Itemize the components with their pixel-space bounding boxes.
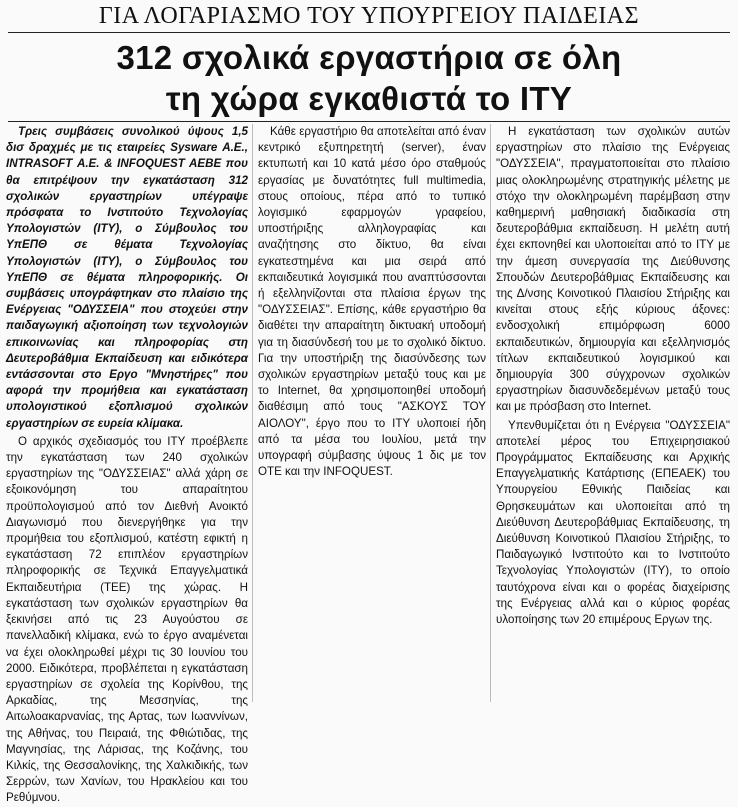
article-paragraph-3: Η εγκατάσταση των σχολικών αυτών εργαστηρίων στο πλαίσιο της Ενέργειας "ΟΔΥΣΣΕΙΑ", πραγματοποιείται στο πλαίσιο μιας ολοκληρωμένης στρατηγικής μέλετης με στόχο την ολοκληρωμένη παρέμβαση στην καθημερινή μαθησιακή διαδικασία στη δευτεροβάθμια εκπαίδευση. Η μελέτη αυτή έχει εκπονηθεί και υλοποιείται από το ΙΤΥ με την άμεση συνεργασία της Διεύθυνσης Σπουδών Δευτεροβάθμιας Εκπαίδευσης και της Δ/νσης Κοινοτικού Πλαισίου Στήριξης και κινείται στους εξής κύριους άξονες: ενδοσχολική επιμόρφωση 6000 εκπαιδευτικών, δημιουργία και εξελληνισμός τίτλων εκπαιδευτικού λογισμικού και δημιουργία 300 σύγχρονων σχολικών εργαστηρίων διασυνδεδεμένων μεταξύ τους και με πρόσβαση στο Internet. bbox=[496, 125, 730, 414]
article-paragraph-1: Ο αρχικός σχεδιασμός του ΙΤΥ προέβλεπε την εγκατάσταση των 240 σχολικών εργαστηρίων της "ΟΔΥΣΣΕΙΑΣ" αλλά χάρη σε εξοικονόμηση του απαραίτητου προϋπολογισμού από τον Διεθνή Ανοικτό Διαγωνισμό που διενεργήθηκε για την προμήθεια του εξοπλισμού, κατέστη εφικτή η εγκατάσταση 72 επιπλέον εργαστηρίων πληροφορικής σε Τεχνικά Επαγγελματικά Εκπαιδευτήρια (ΤΕΕ) της χώρας. Η εγκατάσταση των σχολικών εργαστηρίων θα ξεκινήσει από τις 23 Αυγούστου σε πανελλαδική κλίμακα, ενώ το έργο αναμένεται να έχει ολοκληρωθεί μέχρι τις 30 Ιουνίου του 2000. Ειδικότερα, προβλέπεται η εγκατάσταση εργαστηρίων σε σχολεία της Κορίνθου, της Αρκαδίας, της Μεσσηνίας, της Αιτωλοακαρνανίας, της Αρτας, των Ιωαννίνων, της Αθήνας, του Πειραιά, της Φθιώτιδας, της Μαγνησίας, της Λάρισας, της Κοζάνης, του Κιλκίς, της Θεσσαλονίκης, της Χαλκιδικής, των Σερρών, των Χανίων, του Ηρακλείου και του Ρεθύμνου. bbox=[6, 434, 248, 805]
article-column-1 bbox=[6, 124, 248, 805]
headline-line-2: τη χώρα εγκαθιστά το ΙΤΥ bbox=[165, 80, 573, 117]
column-divider bbox=[490, 124, 491, 702]
article-column-2 bbox=[258, 124, 486, 702]
article-paragraph-2: Κάθε εργαστήριο θα αποτελείται από έναν κεντρικό εξυπηρετητή (server), έναν εκτυπωτή και 10 κατά μέσο όρο σταθμούς εργασίας με δυνατότητες full multimedia, στους οποίους, πέρα από το τυπικό λογισμικό εφαρμογών γραφείου, υποστήριξης αλληλογραφίας και αναζήτησης στο δίκτυο, θα είναι εγκατεστημένα και μια σειρά από εκπαιδευτικά λογισμικά που αναπτύσσονται ή εξελληνίζονται στα πλαίσια έργων της "ΟΔΥΣΣΕΙΑΣ". Επίσης, κάθε εργαστήριο θα διαθέτει την απαραίτητη δικτυακή υποδομή για τη διασύνδεσή του με το σχολικό δίκτυο. Για την υποστήριξη της διασύνδεσης των σχολικών εργαστηρίων μεταξύ τους και με το Internet, θα χρησιμοποιηθεί υποδομή διαθέσιμη από τους "ΑΣΚΟΥΣ ΤΟΥ ΑΙΟΛΟΥ", έργο που το ΙΤΥ υλοποιεί ήδη από τα μέσα του Ιουλίου, μετά την υπογραφή σύμβασης ύψους 1 δις με τον ΟΤΕ και την INFOQUEST. bbox=[258, 125, 486, 479]
article-paragraph-4: Υπενθυμίζεται ότι η Ενέργεια "ΟΔΥΣΣΕΙΑ" αποτελεί μέρος του Επιχειρησιακού Προγράμματος Εκπαίδευσης και Αρχικής Επαγγελματικής Κατάρτισης (ΕΠΕΑΕΚ) του Υπουργείου Εθνικής Παιδείας και Θρησκευμάτων και υλοποιείται από τη Διεύθυνση Δευτεροβάθμιας Εκπαίδευσης, τη Διεύθυνση Κοινοτικού Πλαισίου Στήριξης, το Παιδαγωγικό Ινστιτούτο και το Ινστιτούτο Τεχνολογίας Υπολογιστών (ΙΤΥ), το οποίο ταυτόχρονα είναι και ο φορέας διαχείρισης της Ενέργειας αλλά και ο κύριος φορέας υλοποίησης των 20 επιμέρους Εργων της. bbox=[496, 418, 730, 627]
headline-rule bbox=[8, 121, 730, 122]
headline bbox=[0, 37, 738, 119]
headline-line-1: 312 σχολικά εργαστήρια σε όλη bbox=[116, 39, 622, 76]
kicker-heading: ΓΙΑ ΛΟΓΑΡΙΑΣΜΟ ΤΟΥ ΥΠΟΥΡΓΕΙΟΥ ΠΑΙΔΕΙΑΣ bbox=[98, 3, 640, 29]
article-column-3 bbox=[496, 124, 730, 702]
column-divider bbox=[252, 124, 253, 702]
article-lead: Τρεις συμβάσεις συνολικού ύψους 1,5 δισ δραχμές με τις εταιρείες Sysware Α.Ε., INTRASOFT Α.Ε. & INFOQUEST AEBE που θα επιτρέψουν την εγκατάσταση 312 σχολικών εργαστηρίων υπέγραψε πρόσφατα το Ινστιτούτο Τεχνολογίας Υπολογιστών (ΙΤΥ), ο Σύμβουλος του ΥπΕΠΘ σε θέματα Τεχνολογίας Υπολογιστών (ΙΤΥ), ο Σύμβουλος του ΥπΕΠΘ σε θέματα πληροφορικής. Οι συμβάσεις υπογράφτηκαν στο πλαίσιο της Ενέργειας "ΟΔΥΣΣΕΙΑ" που στοχεύει στην παιδαγωγική αξιοποίηση των τεχνολογιών επικοινωνίας και πληροφορίας στη Δευτεροβάθμια Εκπαίδευση και ειδικότερα εντάσσονται στο Εργο "Μνηστήρες" που αφορά την προμήθεια και εγκατάσταση υπολογιστικού εξοπλισμού σχολικών εργαστηρίων σε ευρεία κλίμακα. bbox=[6, 125, 248, 430]
top-rule bbox=[8, 32, 730, 33]
